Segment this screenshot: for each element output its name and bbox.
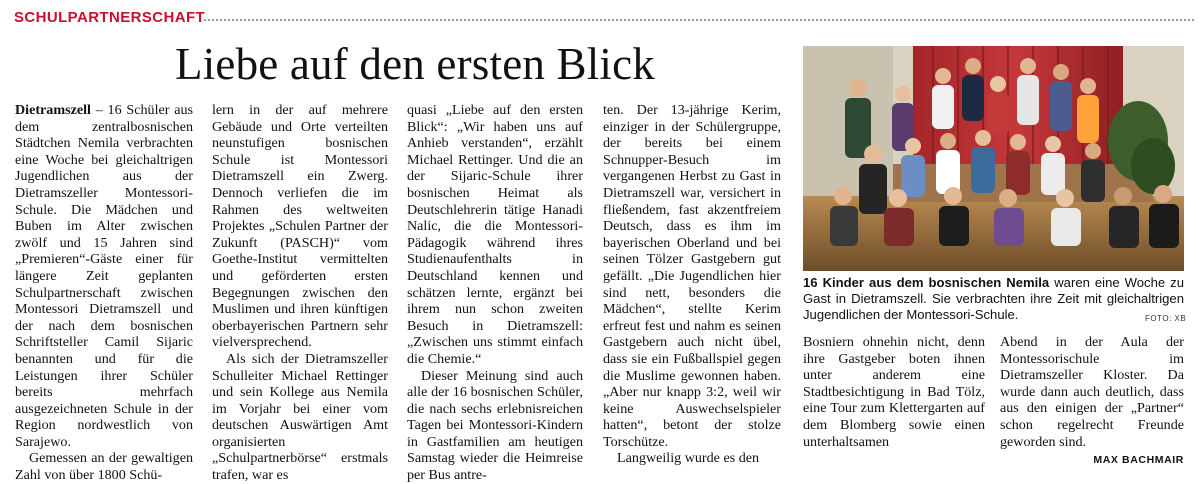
paragraph [15, 102, 193, 450]
paragraph: ten. Der 13-jährige Kerim, einziger in der Schülergruppe, der bereits bei einem Schnupper-Besuch im vergangenen Herbst zu Gast in Dietramszell war, versichert in fließendem, fast akzentfreiem Deutsch, dass es ihm im bayerischen Oberland und bei seinen Tölzer Gastgebern gut gefällt. „Die Jugendlichen hier sind nett, besonders die Mädchen“, stellte Kerim erfreut fest und nahm es seinen Gastgebern auch nicht übel, dass sie ein Fußballspiel gegen die Muslime gewonnen haben. „Aber nur knapp 3:2, weil wir keine Auswechselspieler hatten“, betont der stolze Torschütze. [603, 102, 781, 450]
article-column-6 [1000, 334, 1184, 469]
caption-text: waren eine Woche zu Gast in Dietramszell. Sie verbrachten ihre Zeit mit gleichaltrigen Jugendlichen der Montessori-Schule. [803, 275, 1184, 322]
paragraph: Abend in der Aula der Montessorischule im Dietramszeller Kloster. Da wurde dann auch deutlich, dass aus den einigen der „Partner“ schon regelrecht Freunde geworden sind. [1000, 334, 1184, 450]
article-column-4 [603, 102, 781, 467]
section-divider [204, 19, 1194, 21]
paragraph: Gemessen an der gewaltigen Zahl von über 1800 Schü- [15, 450, 193, 484]
paragraph: Als sich der Dietramszeller Schulleiter Michael Rettinger und sein Kollege aus Nemila im Vorjahr bei einer vom deutschen Auswärtigen Amt organisierten „Schulpartnerbörse“ erstmals trafen, war es [212, 350, 388, 484]
paragraph: Bosniern ohnehin nicht, denn ihre Gastgeber boten ihnen unter anderem eine Stadtbesichtigung in Bad Tölz, eine Tour zum Klettergarten auf dem Blomberg sowie einen unterhaltsamen [803, 334, 985, 450]
article-column-5 [803, 334, 985, 450]
paragraph-text: – 16 Schüler aus dem zentralbosnischen Städtchen Nemila verbrachten eine Woche bei gleichaltrigen Jugendlichen aus der Dietramszeller Montessori-Schule. Die Mädchen und Buben im Alter zwischen zwölf und 15 Jahren sind „Premieren“-Gäste einer für längere Zeit geplanten Schulpartnerschaft zwischen Montessori Dietramszell und der nach dem bosnischen Schriftsteller Camil Sijaric benannten und für die Leistungen ihrer Schüler bereits mehrfach ausgezeichneten Schule in der Region nordwestlich von Sarajewo. [15, 102, 193, 450]
photo-caption [803, 275, 1187, 323]
paragraph: Dieser Meinung sind auch alle der 16 bosnischen Schüler, die nach sechs erlebnisreichen Tagen bei Montessori-Kindern in Gastfamilien am heutigen Samstag wieder die Heimreise per Bus antre- [407, 367, 583, 484]
group-photo-image [803, 46, 1184, 271]
photo-credit: FOTO: XB [1145, 314, 1187, 323]
caption-lead: 16 Kinder aus dem bosnischen Nemila [803, 275, 1050, 290]
section-label: SCHULPARTNERSCHAFT [14, 9, 206, 26]
article-column-3 [407, 102, 583, 484]
dateline: Dietramszell [15, 102, 91, 118]
group-photo [803, 46, 1184, 271]
headline: Liebe auf den ersten Blick [175, 39, 656, 89]
author-byline: MAX BACHMAIR [1093, 454, 1184, 467]
paragraph: quasi „Liebe auf den ersten Blick“: „Wir haben uns auf Anhieb verstanden“, erzählt Michael Rettinger. Und die an der Sijaric-Schule ihrer bosnischen Heimat als Deutschlehrerin tätige Hanadi Nalic, die die Montessori-Pädagogik während ihres Studienaufenthalts in Deutschland kennen und schätzen lernte, ergänzt bei ihrem nun schon zweiten Besuch in Dietramszell: „Zwischen uns stimmt einfach die Chemie.“ [407, 102, 583, 367]
paragraph: Langweilig wurde es den [617, 450, 760, 467]
paragraph: lern in der auf mehrere Gebäude und Orte verteilten neunstufigen bosnischen Schule ist Montessori Dietramszell ein Zwerg. Dennoch verliefen die im Rahmen des weltweiten Projektes „Schulen Partner der Zukunft (PASCH)“ vom Goethe-Institut vermittelten und geförderten ersten Begegnungen zwischen den Muslimen und ihren künftigen oberbayerischen Partnern sehr vielversprechend. [212, 102, 388, 351]
article-column-1 [15, 102, 193, 484]
article-column-2 [212, 102, 388, 484]
